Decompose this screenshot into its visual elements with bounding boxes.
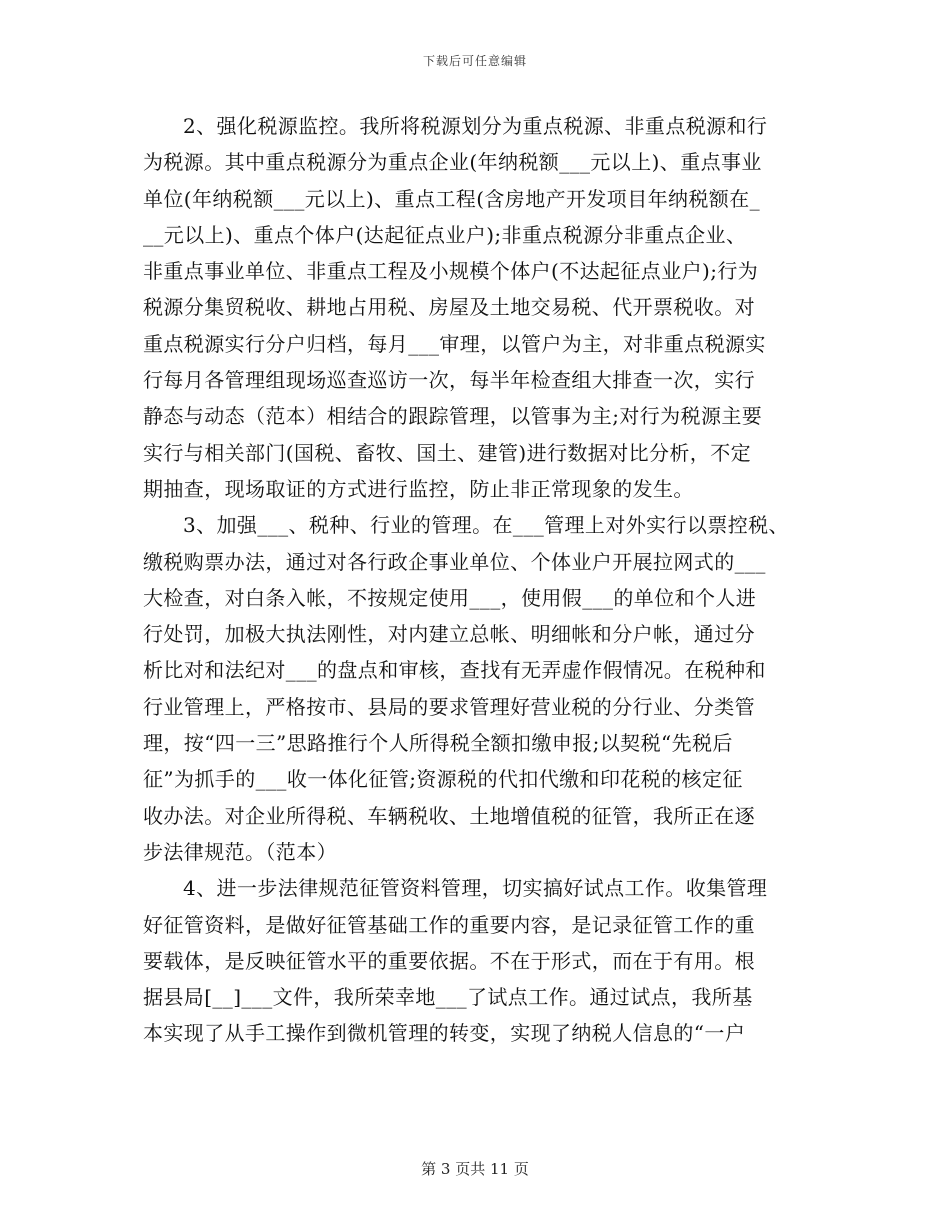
paragraph-line: 征”为抓手的___收一体化征管;资源税的代扣代缴和印花税的核定征 <box>143 767 743 792</box>
paragraph-line: 收办法。对企业所得税、车辆税收、土地增值税的征管，我所正在逐 <box>143 803 755 828</box>
paragraph-line: 税源分集贸税收、耕地占用税、房屋及土地交易税、代开票税收。对 <box>143 295 755 320</box>
paragraph-line: 4、进一步法律规范征管资料管理，切实搞好试点工作。收集管理 <box>183 876 768 901</box>
paragraph-line: 理，按“四一三”思路推行个人所得税全额扣缴申报;以契税“先税后 <box>143 731 733 756</box>
page-header: 下载后可任意编辑 <box>422 54 527 68</box>
paragraph-line: 重点税源实行分户归档，每月___审理，以管户为主，对非重点税源实 <box>143 331 766 356</box>
paragraph-line: __元以上)、重点个体户(达起征点业户);非重点税源分非重点企业、 <box>143 222 747 247</box>
paragraph-line: 非重点事业单位、非重点工程及小规模个体户(不达起征点业户);行为 <box>143 259 759 284</box>
paragraph-line: 析比对和法纪对___的盘点和审核，查找有无弄虚作假情况。在税种和 <box>143 658 766 683</box>
paragraph-line: 本实现了从手工操作到微机管理的转变，实现了纳税人信息的“一户 <box>143 1021 746 1046</box>
paragraph-line: 静态与动态（范本）相结合的跟踪管理，以管事为主;对行为税源主要 <box>143 404 763 429</box>
paragraph-line: 据县局[__]___文件，我所荣幸地___了试点工作。通过试点，我所基 <box>143 985 753 1010</box>
document-body <box>143 108 815 1052</box>
page-footer: 第 3 页共 11 页 <box>421 1160 529 1178</box>
paragraph-line: 行每月各管理组现场巡查巡访一次，每半年检查组大排查一次，实行 <box>143 368 755 393</box>
paragraph-line: 行处罚，加极大执法刚性，对内建立总帐、明细帐和分户帐，通过分 <box>143 622 755 647</box>
paragraph-line: 为税源。其中重点税源分为重点企业(年纳税额___元以上)、重点事业 <box>143 150 762 175</box>
paragraph-line: 大检查，对白条入帐，不按规定使用___，使用假___的单位和个人进 <box>143 585 757 610</box>
paragraph-line: 行业管理上，严格按市、县局的要求管理好营业税的分行业、分类管 <box>143 694 755 719</box>
paragraph-line: 要载体，是反映征管水平的重要依据。不在于形式，而在于有用。根 <box>143 948 755 973</box>
paragraph-line: 实行与相关部门(国税、畜牧、国土、建管)进行数据对比分析，不定 <box>143 440 752 465</box>
paragraph-line: 单位(年纳税额___元以上)、重点工程(含房地产开发项目年纳税额在_ <box>143 186 761 211</box>
paragraph-line: 3、加强___、税种、行业的管理。在___管理上对外实行以票控税、 <box>183 513 789 538</box>
paragraph-line: 缴税购票办法，通过对各行政企事业单位、个体业户开展拉网式的___ <box>143 549 766 574</box>
paragraph-line: 期抽查，现场取证的方式进行监控，防止非正常现象的发生。 <box>143 476 694 501</box>
paragraph-line: 步法律规范。（范本） <box>143 839 337 864</box>
paragraph-line: 好征管资料，是做好征管基础工作的重要内容，是记录征管工作的重 <box>143 912 755 937</box>
paragraph-line: 2、强化税源监控。我所将税源划分为重点税源、非重点税源和行 <box>183 114 768 138</box>
